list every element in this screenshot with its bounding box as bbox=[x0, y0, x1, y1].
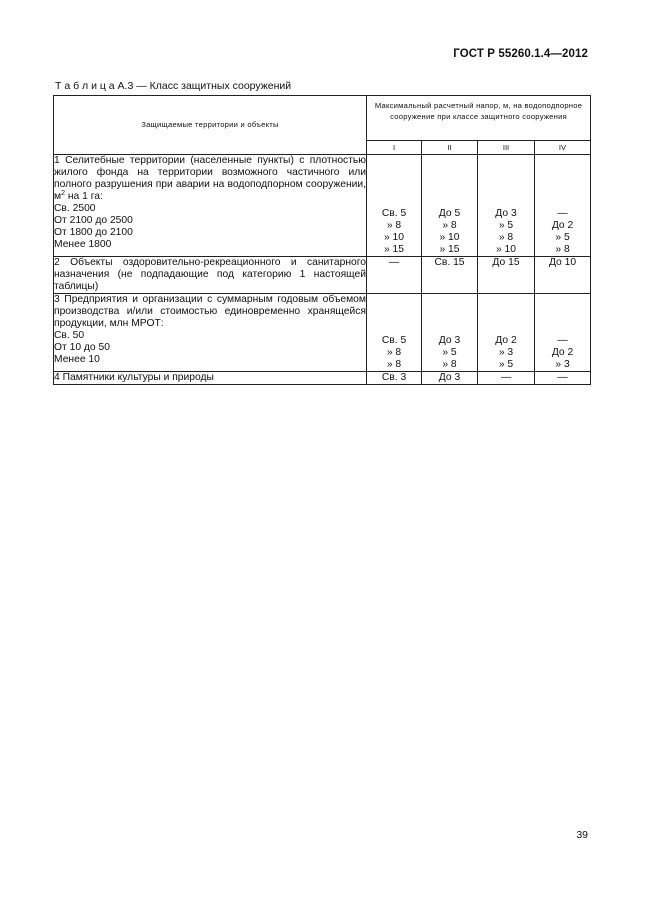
row-1-sub-3: От 1800 до 2100 bbox=[54, 227, 133, 238]
row-2-class-2: Св. 15 bbox=[422, 257, 478, 294]
header-objects: Защищаемые территории и объекты bbox=[54, 96, 367, 155]
row-3-class-2: До 3 » 5 » 8 bbox=[422, 294, 478, 372]
row-2-class-3: До 15 bbox=[478, 257, 535, 294]
row-3-class-1: Св. 5 » 8 » 8 bbox=[367, 294, 422, 372]
header-class-2: II bbox=[422, 141, 478, 155]
table-row bbox=[54, 257, 591, 294]
table-header-row bbox=[54, 96, 591, 141]
row-3-class-4: — До 2 » 3 bbox=[535, 294, 591, 372]
row-3-class-3: До 2 » 3 » 5 bbox=[478, 294, 535, 372]
row-4-class-3: — bbox=[478, 372, 535, 385]
table-row bbox=[54, 294, 591, 372]
row-1-class-2: До 5 » 8 » 10 » 15 bbox=[422, 155, 478, 257]
row-3-sub-1: Св. 50 bbox=[54, 330, 85, 341]
row-4-description: 4 Памятники культуры и природы bbox=[54, 372, 367, 385]
page-number: 39 bbox=[576, 829, 588, 841]
row-1-sub-1: Св. 2500 bbox=[54, 203, 96, 214]
row-1-text: 1 Селитебные территории (населенные пункты) с плотностью жилого фонда на территории возможного частичного или полного разрушения при аварии на водоподпорном сооружении, $м^2$ на 1 га: bbox=[54, 155, 366, 202]
row-4-class-1: Св. 3 bbox=[367, 372, 422, 385]
table-row bbox=[54, 155, 591, 257]
header-class-3: III bbox=[478, 141, 535, 155]
row-1-class-3: До 3 » 5 » 8 » 10 bbox=[478, 155, 535, 257]
row-4-class-2: До 3 bbox=[422, 372, 478, 385]
row-2-description: 2 Объекты оздоровительно-рекреационного и санитарного назначения (не подпадающие под категорию 1 настоящей таблицы) bbox=[54, 257, 366, 292]
row-1-class-4: — До 2 » 5 » 8 bbox=[535, 155, 591, 257]
row-3-sub-3: Менее 10 bbox=[54, 354, 100, 365]
row-2-class-4: До 10 bbox=[535, 257, 591, 294]
row-4-class-4: — bbox=[535, 372, 591, 385]
standard-code: ГОСТ Р 55260.1.4—2012 bbox=[453, 48, 588, 60]
row-1-description bbox=[54, 155, 367, 257]
header-max-head: Максимальный расчетный напор, м, на водоподпорное сооружение при классе защитного сооружения bbox=[367, 96, 591, 141]
row-1-sub-4: Менее 1800 bbox=[54, 239, 112, 250]
header-class-1: I bbox=[367, 141, 422, 155]
table-caption: Т а б л и ц а А.3 — Класс защитных сооружений bbox=[55, 80, 292, 92]
table-row bbox=[54, 372, 591, 385]
row-1-sub-2: От 2100 до 2500 bbox=[54, 215, 133, 226]
row-3-sub-2: От 10 до 50 bbox=[54, 342, 110, 353]
header-class-4: IV bbox=[535, 141, 591, 155]
row-1-class-1: Св. 5 » 8 » 10 » 15 bbox=[367, 155, 422, 257]
row-2-class-1: — bbox=[367, 257, 422, 294]
protective-structures-table bbox=[53, 95, 591, 385]
row-3-description: 3 Предприятия и организации с суммарным годовым объемом производства и/или стоимостью единовременно хранящейся продукции, млн МРОТ: Св. 50 От 10 до 50 Менее 10 bbox=[54, 294, 367, 372]
